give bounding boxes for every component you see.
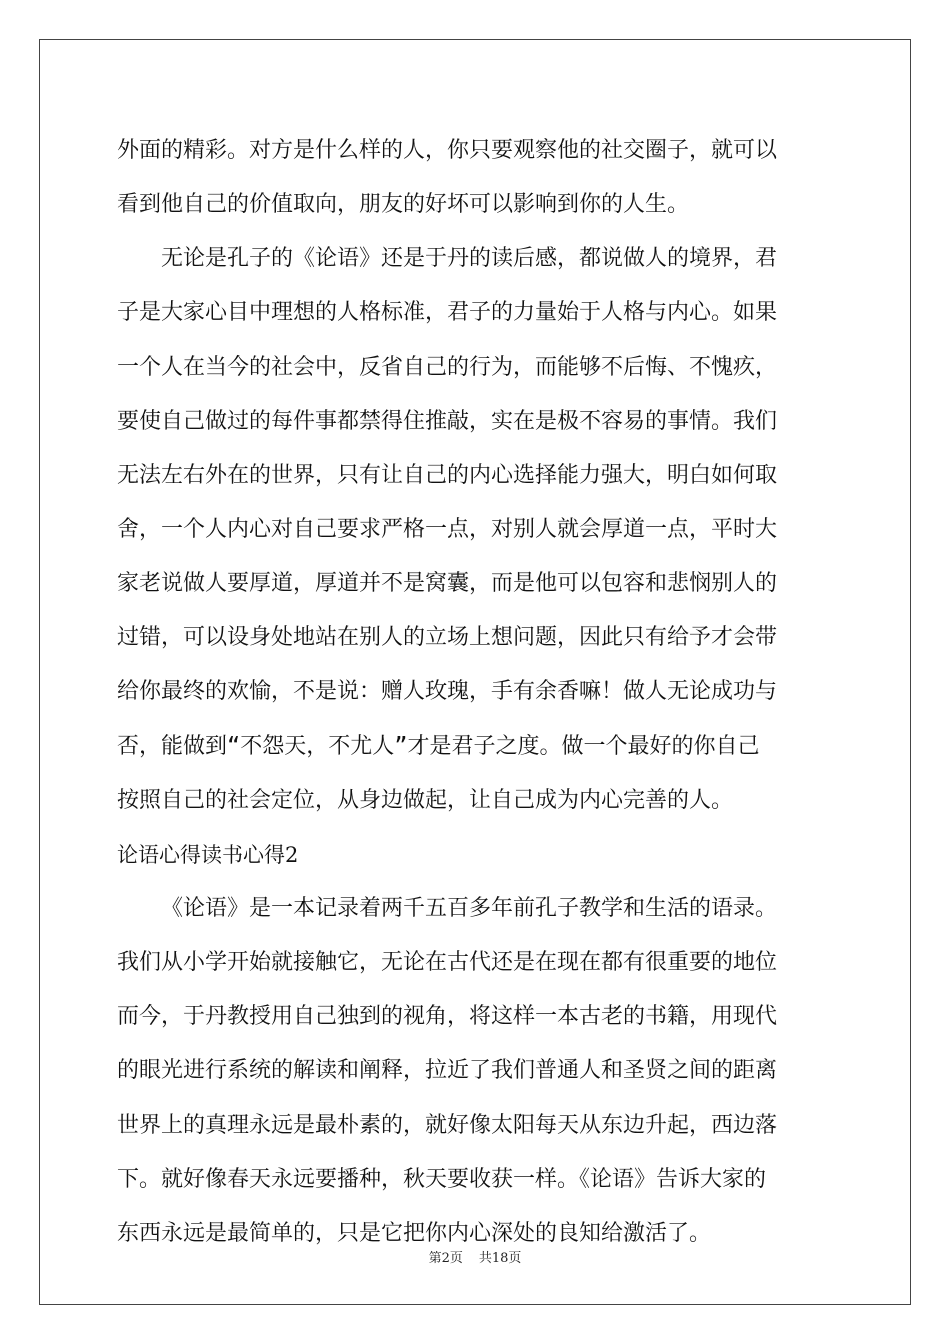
text-line: 我们从小学开始就接触它，无论在古代还是在现在都有很重要的地位 bbox=[117, 950, 778, 976]
text-line: 外面的精彩。对方是什么样的人，你只要观察他的社交圈子，就可以 bbox=[117, 138, 778, 163]
page-number: 第2页 bbox=[428, 1251, 463, 1266]
text-line: 而今，于丹教授用自己独到的视角，将这样一本古老的书籍，用现代 bbox=[117, 1004, 778, 1030]
text-line: 无法左右外在的世界，只有让自己的内心选择能力强大，明白如何取 bbox=[117, 462, 778, 488]
text-line: 给你最终的欢愉，不是说：赠人玫瑰，手有余香嘛！做人无论成功与 bbox=[117, 679, 778, 705]
text-line: 家老说做人要厚道，厚道并不是窝囊，而是他可以包容和悲悯别人的 bbox=[117, 571, 778, 597]
text-line: 子是大家心目中理想的人格标准，君子的力量始于人格与内心。如果 bbox=[117, 300, 778, 326]
text-line: 的眼光进行系统的解读和阐释，拉近了我们普通人和圣贤之间的距离 bbox=[117, 1058, 778, 1084]
page-footer bbox=[0, 1247, 950, 1266]
page-total: 共18页 bbox=[478, 1251, 522, 1266]
text-line: 过错，可以设身处地站在别人的立场上想问题，因此只有给予才会带 bbox=[117, 625, 778, 651]
text-line: 东西永远是最简单的，只是它把你内心深处的良知给激活了。 bbox=[117, 1220, 712, 1246]
paragraph-start: 无论是孔子的《论语》还是于丹的读后感，都说做人的境界，君 bbox=[161, 246, 778, 272]
text-line: 世界上的真理永远是最朴素的，就好像太阳每天从东边升起，西边落 bbox=[117, 1112, 778, 1138]
text-line: 按照自己的社会定位，从身边做起，让自己成为内心完善的人。 bbox=[117, 787, 734, 813]
section-heading: 论语心得读书心得2 bbox=[117, 842, 299, 867]
document-body bbox=[117, 124, 833, 1261]
text-line: 看到他自己的价值取向，朋友的好坏可以影响到你的人生。 bbox=[117, 192, 690, 218]
text-line: 一个人在当今的社会中，反省自己的行为，而能够不后悔、不愧疚， bbox=[117, 354, 778, 380]
text-line: 要使自己做过的每件事都禁得住推敲，实在是极不容易的事情。我们 bbox=[117, 408, 778, 434]
text-line: 否，能做到“不怨天，不尤人”才是君子之度。做一个最好的你自己 bbox=[117, 733, 760, 759]
text-line: 下。就好像春天永远要播种，秋天要收获一样。《论语》告诉大家的 bbox=[117, 1166, 767, 1192]
text-line: 舍，一个人内心对自己要求严格一点，对别人就会厚道一点，平时大 bbox=[117, 516, 778, 542]
paragraph-start: 《论语》是一本记录着两千五百多年前孔子教学和生活的语录。 bbox=[161, 895, 778, 921]
